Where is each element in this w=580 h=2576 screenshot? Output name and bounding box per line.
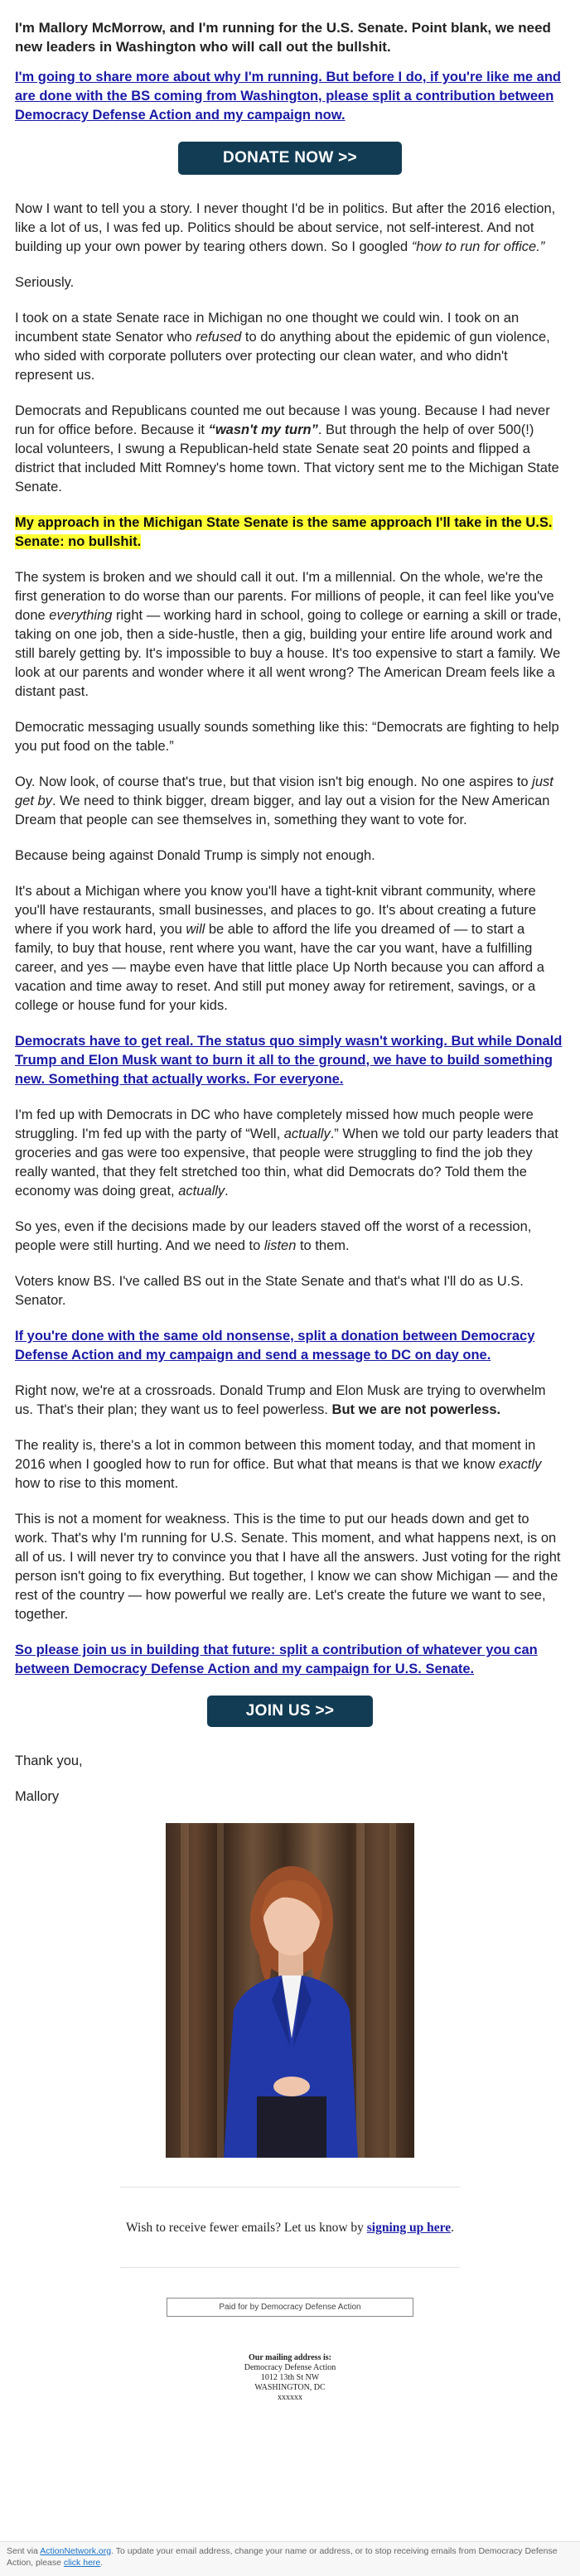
highlight-paragraph <box>15 514 565 552</box>
signoff-name: Mallory <box>15 1789 60 1804</box>
intro-lead: I'm Mallory McMorrow, and I'm running for the U.S. Senate. Point blank, we need new leaders in Washington who will call out the bullshit. <box>15 20 551 55</box>
mailing-line-org: Democracy Defense Action <box>244 2363 336 2372</box>
portrait-illustration <box>166 1823 414 2158</box>
join-us-button[interactable]: JOIN US >> <box>207 1696 373 1727</box>
story-paragraph-3: I took on a state Senate race in Michigan no one thought we could win. I took on an incumbent state Senator who refused to do anything about the epidemic of gun violence, who sided with corporate polluters over protecting our clean water, and who didn't represent us. <box>15 311 550 383</box>
story-paragraph-1: Now I want to tell you a story. I never thought I'd be in politics. But after the 2016 election, like a lot of us, I was fed up. Politics should be about service, not self-interest. And not building up your own power by tearing others down. So I googled “how to run for office.” <box>15 201 556 254</box>
signing-up-here-link[interactable]: signing up here <box>366 2221 452 2235</box>
footer-divider-top <box>120 2187 460 2188</box>
story-paragraph-11: So yes, even if the decisions made by our leaders staved off the worst of a recession, people were still hurting. And we need to listen to them. <box>15 1219 532 1253</box>
story-paragraph-4: Democrats and Republicans counted me out because I was young. Because I had never run for office before. Because it “wasn't my turn”. But through the help of over 500(!) local volunteers, I swung a Republican-held state Senate seat 20 points and flipped a district that included Mitt Romney's home town. That victory sent me to the Michigan State Senate. <box>15 403 559 494</box>
signoff-thanks: Thank you, <box>15 1754 83 1768</box>
action-network-notice: Sent via ActionNetwork.org. To update your email address, change your name or address, or to stop receiving emails from Democracy Defense Action, please click here. <box>7 2546 558 2568</box>
story-paragraph-12: Voters know BS. I've called BS out in the State Senate and that's what I'll do as U.S. Senator. <box>15 1274 524 1308</box>
story-paragraph-7: Oy. Now look, of course that's true, but that vision isn't big enough. No one aspires to just get by. We need to think bigger, dream bigger, and lay out a vision for the New American Dream that people can see themselves in, something they want to vote for. <box>15 774 553 827</box>
mailing-line-street: 1012 13th St NW <box>260 2373 320 2382</box>
contribute-link-intro[interactable]: I'm going to share more about why I'm running. But before I do, if you're like me and are done with the BS coming from Washington, please split a contribution between Democracy Defense Action and my campaign now. <box>15 70 562 123</box>
unsubscribe-click-here-link[interactable]: click here <box>63 2558 101 2568</box>
mailing-line-zip: xxxxxx <box>278 2393 302 2402</box>
mailing-address <box>15 2353 565 2403</box>
email-body <box>15 0 565 2403</box>
join-button-wrap <box>15 1696 565 1727</box>
story-paragraph-6: Democratic messaging usually sounds something like this: “Democrats are fighting to help you put food on the table.” <box>15 720 559 754</box>
portrait-photo <box>166 1823 414 2158</box>
mailing-line-city: WASHINGTON, DC <box>254 2383 326 2392</box>
story-paragraph-5: The system is broken and we should call it out. I'm a millennial. On the whole, we're the first generation to do worse than our parents. For millions of people, it can feel like you've done everything right — working hard in school, going to college or earning a skill or trade, taking on one job, then a side-hustle, then a gig, building your entire life around work and still barely getting by. It's impossible to buy a house. It's too expensive to start a family. We look at our parents and wonder where it all went wrong? The American Dream feels like a distant past. <box>15 570 562 699</box>
portrait-wrap <box>15 1823 565 2162</box>
action-network-link[interactable]: ActionNetwork.org <box>40 2546 112 2556</box>
footer-divider-middle <box>120 2267 460 2268</box>
donate-now-button[interactable]: DONATE NOW >> <box>178 142 402 175</box>
donate-button-wrap <box>15 142 565 175</box>
contribute-link-join[interactable]: So please join us in building that future: split a contribution of whatever you can between Democracy Defense Action and my campaign for U.S. Senate. <box>15 1643 538 1676</box>
story-paragraph-14: The reality is, there's a lot in common between this moment today, and that moment in 2016 when I googled how to run for office. But what that means is that we know exactly how to rise to this moment. <box>15 1438 542 1491</box>
contribute-link-get-real[interactable]: Democrats have to get real. The status quo simply wasn't working. But while Donald Trump and Elon Musk want to burn it all to the ground, we have to build something new. Something that actually works. For everyone. <box>15 1034 563 1087</box>
story-paragraph-8: Because being against Donald Trump is simply not enough. <box>15 848 375 863</box>
email-preferences: Wish to receive fewer emails? Let us know by signing up here. <box>126 2221 454 2235</box>
footer <box>15 2221 565 2403</box>
story-paragraph-13: Right now, we're at a crossroads. Donald Trump and Elon Musk are trying to overwhelm us. That's their plan; they want us to feel powerless. But we are not powerless. <box>15 1383 546 1417</box>
action-network-bar <box>0 2541 580 2576</box>
highlighted-text: My approach in the Michigan State Senate is the same approach I'll take in the U.S. Senate: no bullshit. <box>15 515 553 549</box>
story-paragraph-15: This is not a moment for weakness. This is the time to put our heads down and get to work. That's why I'm running for U.S. Senate. This moment, and what happens next, is on all of us. I will never try to convince you that I have all the answers. Just voting for the right person isn't going to fix everything. But together, I know we can show Michigan — and the rest of the country — how powerful we really are. Let's create the future we want to see, together. <box>15 1512 561 1622</box>
story-paragraph-10: I'm fed up with Democrats in DC who have completely missed how much people were struggling. I'm fed up with the party of “Well, actually.” When we told our party leaders that groceries and gas were too expensive, that people were struggling to find the job they really wanted, that they felt stretched too thin, what did Democrats do? Told them the economy was doing great, actually. <box>15 1107 558 1199</box>
story-paragraph-2: Seriously. <box>15 275 75 290</box>
mailing-label: Our mailing address is: <box>249 2353 331 2362</box>
story-paragraph-9: It's about a Michigan where you know you'll have a tight-knit vibrant community, where you'll have restaurants, small businesses, and places to go. It's about creating a future where if you work hard, you will be able to afford the life you dreamed of — to start a family, to buy that house, rent where you want, have the car you want, have a fulfilling career, and yes — maybe even have that little place Up North because you can afford a vacation and time away to reset. And still put money away for retirement, savings, or a college or house fund for your kids. <box>15 884 544 1013</box>
paid-for-by-box: Paid for by Democracy Defense Action <box>167 2298 413 2317</box>
contribute-link-day-one[interactable]: If you're done with the same old nonsense, split a donation between Democracy Defense Action and my campaign and send a message to DC on day one. <box>15 1329 535 1363</box>
